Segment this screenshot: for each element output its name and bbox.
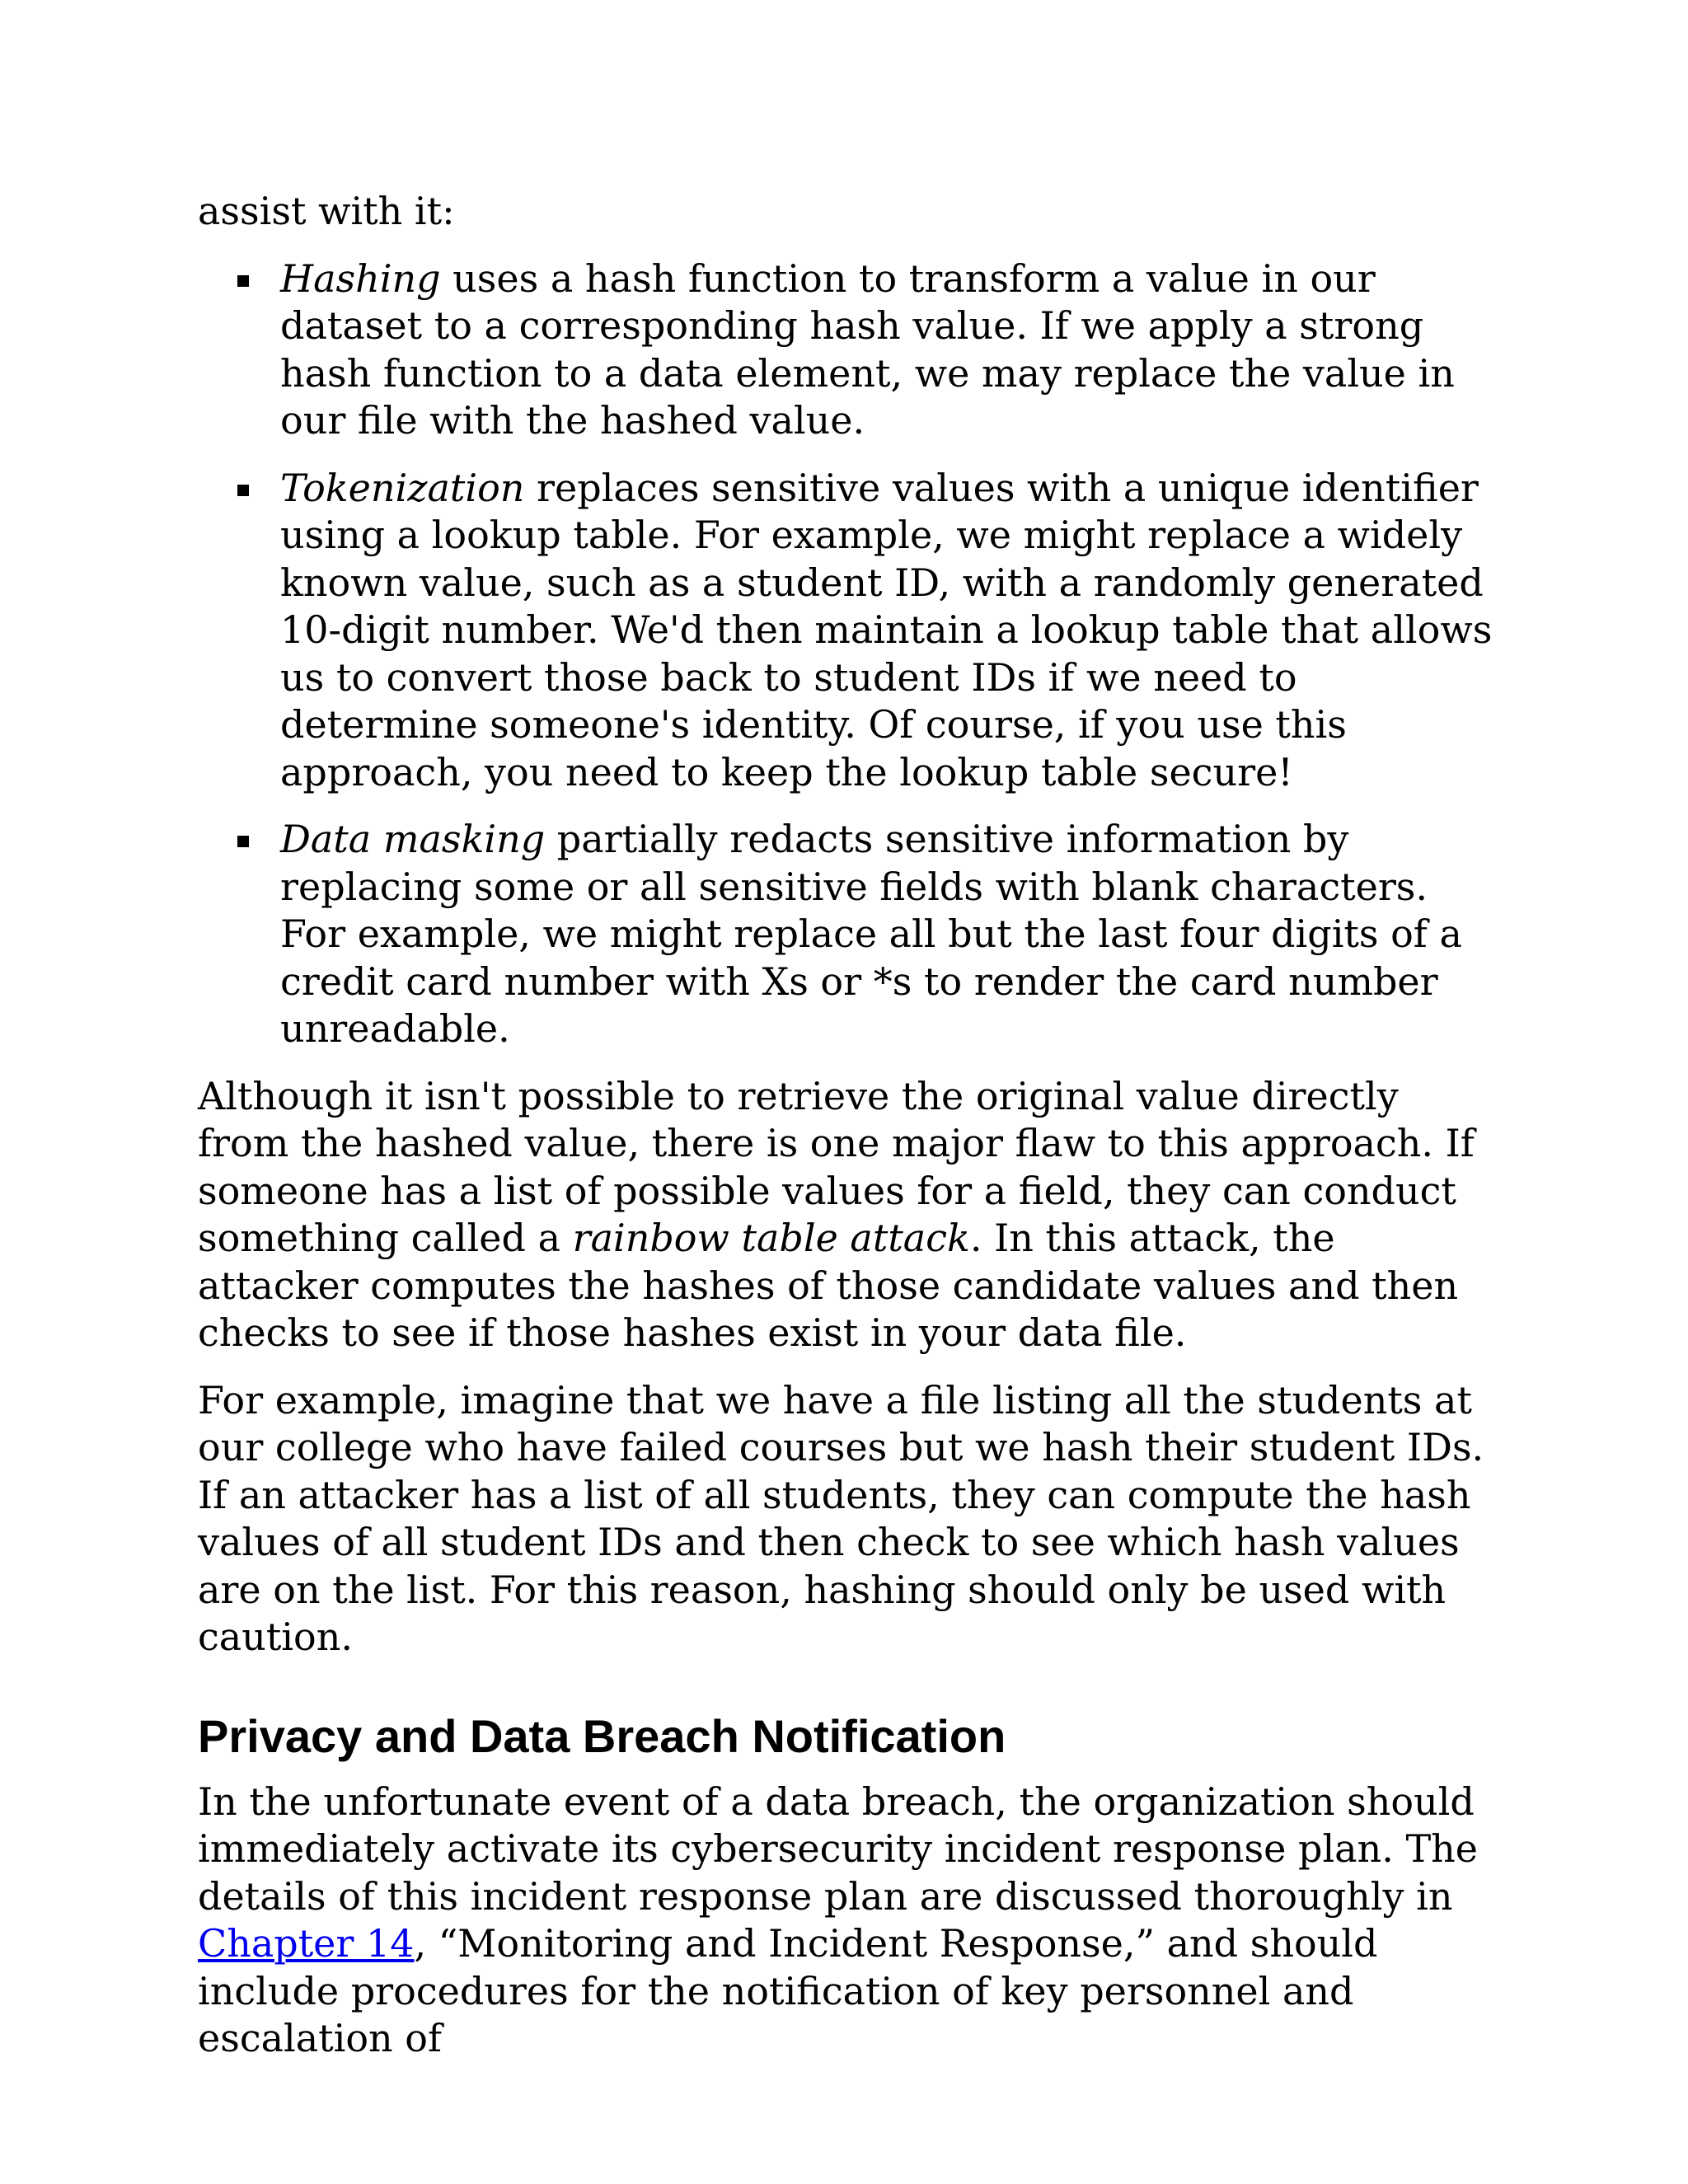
term-data-masking: Data masking (280, 817, 546, 861)
list-item-data-masking (198, 816, 1500, 1053)
rainbow-text-after: . In this attack, the attacker computes the hashes of those candidate values and then checks to see if those hashes exist in your data file. (198, 1216, 1459, 1355)
rainbow-table-term: rainbow table attack (572, 1216, 970, 1260)
list-item-tokenization (198, 465, 1500, 797)
hashing-description: uses a hash function to transform a value in our dataset to a corresponding hash value. If we apply a strong hash function to a data element, we may replace the value in our file with the hashed value. (280, 255, 1455, 443)
tokenization-description: replaces sensitive values with a unique identifier using a lookup table. For example, we might replace a widely known value, such as a student ID, with a randomly generated 10-digit number. We'd then maintain a lookup table that allows us to convert those back to student IDs if we need to determine someone's identity. Of course, if you use this approach, you need to keep the lookup table secure! (280, 465, 1493, 794)
rainbow-table-paragraph (198, 1073, 1500, 1357)
breach-text-after: , “Monitoring and Incident Response,” and should include procedures for the notification of key personnel and escalation of (198, 1921, 1378, 2060)
term-tokenization: Tokenization (280, 465, 525, 510)
example-paragraph: For example, imagine that we have a file listing all the students at our college who have failed courses but we hash their student IDs. If an attacker has a list of all students, they can compute the hash values of all student IDs and then check to see which hash values are on the list. For this reason, hashing should only be used with caution. (198, 1377, 1484, 1659)
breach-paragraph (198, 1779, 1500, 2063)
square-bullet-icon (237, 275, 249, 287)
page-content (198, 188, 1500, 2083)
rainbow-text-before: Although it isn't possible to retrieve the original value directly from the hashed value, there is one major flaw to this approach. If someone has a list of possible values for a field, they can conduct something called a (198, 1073, 1475, 1260)
technique-list (198, 255, 1500, 1053)
section-heading: Privacy and Data Breach Notification (198, 1709, 1006, 1762)
breach-text-before: In the unfortunate event of a data breach, the organization should immediately activate its cybersecurity incident response plan. The details of this incident response plan are discussed thoroughly in (198, 1779, 1478, 1919)
chapter-14-link[interactable]: Chapter 14 (198, 1921, 415, 1966)
square-bullet-icon (237, 485, 249, 496)
term-hashing: Hashing (280, 255, 441, 301)
data-masking-description: partially redacts sensitive information by replacing some or all sensitive fields with blank characters. For example, we might replace all but the last four digits of a credit card number with Xs or *s to render the card number unreadable. (280, 817, 1462, 1051)
list-item-hashing (198, 255, 1500, 445)
square-bullet-icon (237, 836, 249, 847)
intro-fragment: assist with it: (198, 189, 455, 233)
